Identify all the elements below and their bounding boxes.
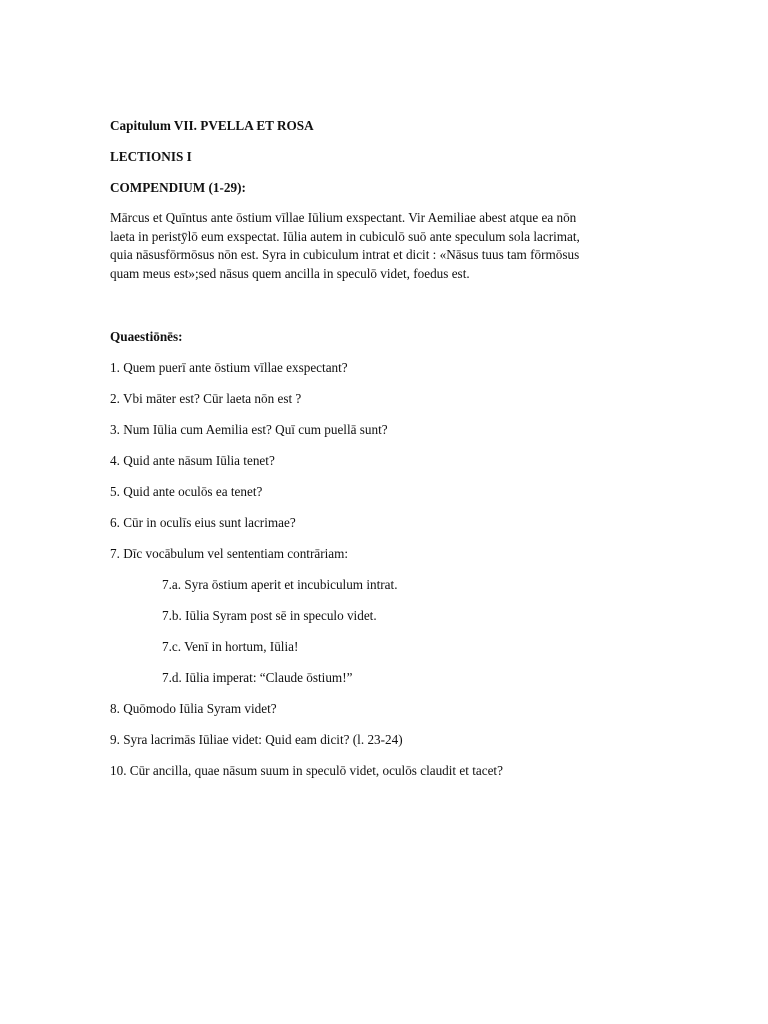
sub-question-item: 7.c. Venī in hortum, Iūlia! — [162, 639, 299, 654]
question-item: 8. Quōmodo Iūlia Syram videt? — [110, 701, 277, 716]
question-item: 2. Vbi māter est? Cūr laeta nōn est ? — [110, 391, 302, 406]
section-heading: LECTIONIS I — [110, 149, 192, 164]
compendium-heading: COMPENDIUM (1-29): — [110, 180, 246, 195]
question-item: 9. Syra lacrimās Iūliae videt: Quid eam dicit? (l. 23-24) — [110, 732, 403, 747]
compendium-line: laeta in peristȳlō eum exspectat. Iūlia autem in cubiculō suō ante speculum sola lacrimat, — [110, 228, 580, 244]
sub-question-item: 7.a. Syra ōstium aperit et incubiculum intrat. — [162, 577, 398, 592]
compendium-line: quam meus est»;sed nāsus quem ancilla in speculō videt, foedus est. — [110, 265, 470, 281]
sub-question-item: 7.d. Iūlia imperat: “Claude ōstium!” — [162, 670, 353, 685]
questions-heading: Quaestiōnēs: — [110, 329, 183, 344]
question-item: 4. Quid ante nāsum Iūlia tenet? — [110, 453, 275, 468]
question-item: 10. Cūr ancilla, quae nāsum suum in speculō videt, oculōs claudit et tacet? — [110, 763, 503, 778]
question-item: 5. Quid ante oculōs ea tenet? — [110, 484, 263, 499]
question-item: 1. Quem puerī ante ōstium vīllae exspectant? — [110, 360, 348, 375]
question-item: 3. Num Iūlia cum Aemilia est? Quī cum puellā sunt? — [110, 422, 388, 437]
compendium-line: quia nāsusfōrmōsus nōn est. Syra in cubiculum intrat et dicit : «Nāsus tuus tam fōrmōsus — [110, 247, 580, 262]
document-page — [110, 0, 670, 1024]
sub-question-item: 7.b. Iūlia Syram post sē in speculo videt. — [162, 608, 377, 623]
compendium-paragraph — [110, 209, 670, 283]
chapter-title: Capitulum VII. PVELLA ET ROSA — [110, 118, 314, 133]
question-item: 7. Dīc vocābulum vel sententiam contrāriam: — [110, 546, 349, 561]
question-item: 6. Cūr in oculīs eius sunt lacrimae? — [110, 515, 296, 530]
compendium-line: Mārcus et Quīntus ante ōstium vīllae Iūlium exspectant. Vir Aemiliae abest atque ea nōn — [110, 210, 577, 225]
